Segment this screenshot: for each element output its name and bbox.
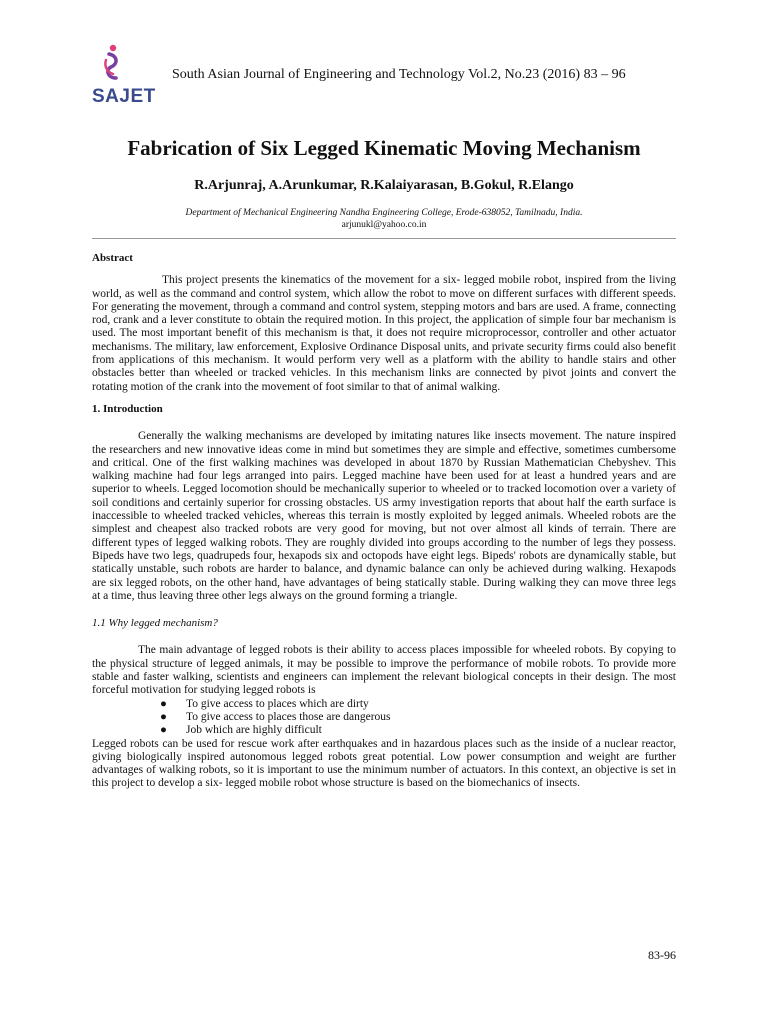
abstract-text: This project presents the kinematics of the movement for a six- legged mobile robot, inspired from the living world, as well as the command and control system, which allow the robot to move on different surfaces with different speeds. For generating the movement, through a command and control system, stepping motors and bars are used. A frame, connecting rod, crank and a lever constitute to obtain the required motion. In this project, the application of simple four bar mechanism is used. The most important benefit of this mechanism is that, it does not require microprocessor, controller and other actuator mechanisms. The military, law enforcement, Explosive Ordinance Disposal units, and private security firms could also benefit from applications of this mechanism. It would perform very well as a platform with the ability to handle stairs and other obstacles better than wheeled or tracked vehicles. In this mechanism links are connected by pivot joints and convert the rotating motion of the crank into the movement of foot similar to that of animal walking. (92, 274, 676, 393)
introduction-text: Generally the walking mechanisms are developed by imitating natures like insects movement. The nature inspired the researchers and new innovative ideas come in mind but sometimes they are simple and effective, sometimes cumbersome and critical. One of the first walking machines was developed in about 1870 by Russian Mathematician Chebyshev. This walking machine had four legs arranged into pairs. Legged machine have been used for at least a hundred years and are superior to wheels. Legged locomotion should be mechanically superior to wheeled or to tracked locomotion over a variety of soil conditions and certainly superior for crossing obstacles. US army investigation reports that about half the earth surface is inaccessible to wheeled tracked vehicles, whereas this terrain is mostly exploited by legged animals. Wheeled robots are the simplest and cheapest also tracked robots are very good for moving, but not over almost all kinds of terrain. There are different types of legged walking robots. They are roughly divided into groups according to the number of legs they possess. Bipeds have two legs, quadrupeds four, hexapods six and octopods have eight legs. Bipeds' robots are dynamically stable, but statically unstable, such robots are harder to balance, and dynamic balance can only be achieved during walking. Hexapods are six legged robots, on the other hand, have advantages of being statically stable. During walking they can move three legs at a time, thus leaving three other legs always on the ground forming a triangle. (92, 430, 676, 602)
paper-title: Fabrication of Six Legged Kinematic Moving Mechanism (127, 136, 641, 160)
paper-authors: R.Arjunraj, A.Arunkumar, R.Kalaiyarasan, B.Gokul, R.Elango (194, 178, 574, 193)
journal-citation: South Asian Journal of Engineering and Technology Vol.2, No.23 (2016) 83 – 96 (172, 67, 626, 82)
abstract-heading: Abstract (92, 252, 133, 264)
author-affiliation: Department of Mechanical Engineering Nandha Engineering College, Erode-638052, Tamilnadu, India. (185, 208, 583, 218)
list-item: ● To give access to places which are dirty (160, 697, 369, 710)
list-item: ● To give access to places those are dangerous (160, 710, 391, 723)
motivation-list (92, 698, 676, 738)
paper-body (92, 252, 676, 791)
bullet-icon: ● (160, 697, 167, 710)
section-1-1-text: The main advantage of legged robots is their ability to access places impossible for wheeled robots. By copying to the physical structure of legged animals, it may be possible to improve the performance of mobile robots. To provide more stable and faster walking, scientists and engineers can implement the relevant biological concepts in their design. The most forceful motivation for studying legged robots is (92, 644, 676, 697)
bullet-icon: ● (160, 710, 167, 723)
list-item: ● Job which are highly difficult (160, 724, 322, 737)
section-1-1-text-continued: Legged robots can be used for rescue work after earthquakes and in hazardous places such as the inside of a nuclear reactor, giving biologically inspired autonomous legged robots great potential. Low power consumption and weight are further advantages of walking robots, so it is important to use the minimum number of actuators. In this context, an objective is set in this project to develop a six- legged mobile robot whose structure is based on the biomechanics of insects. (92, 737, 676, 790)
header-divider (92, 238, 676, 239)
logo-text: SAJET (92, 86, 156, 107)
bullet-icon: ● (160, 724, 167, 737)
author-email: arjunukl@yahoo.co.in (341, 220, 427, 230)
section-1-1-heading: 1.1 Why legged mechanism? (92, 617, 218, 630)
introduction-heading: 1. Introduction (92, 402, 163, 415)
journal-logo (92, 42, 162, 106)
logo-figure-icon (92, 42, 162, 86)
page-number: 83-96 (648, 948, 676, 962)
